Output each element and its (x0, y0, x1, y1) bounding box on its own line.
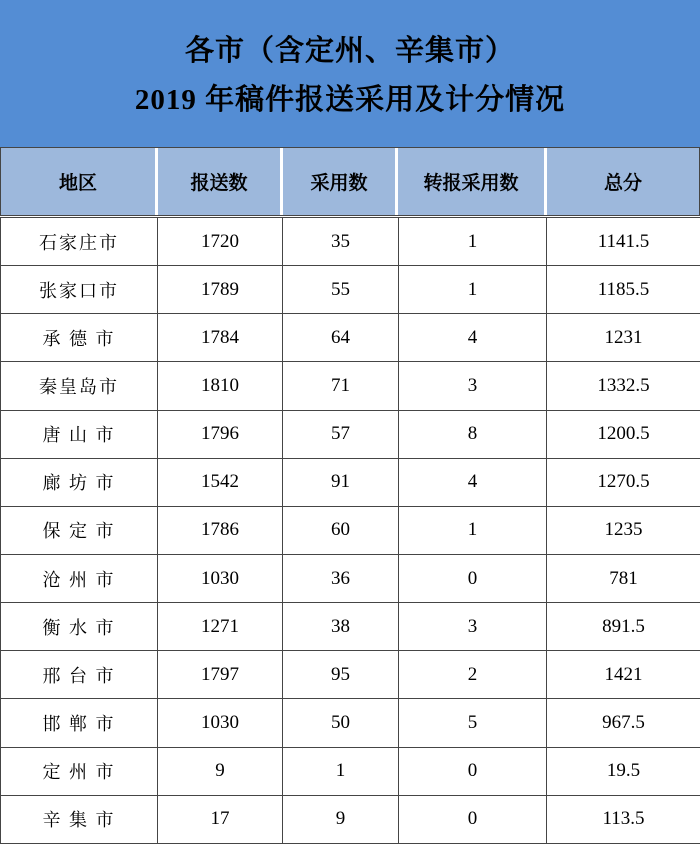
cell-total-score: 1200.5 (547, 410, 700, 458)
table-row (1, 266, 700, 314)
table-row (1, 554, 700, 602)
table-row (1, 747, 700, 795)
table-row (1, 410, 700, 458)
cell-total-score: 1332.5 (547, 362, 700, 410)
cell-adopted: 91 (283, 458, 399, 506)
cell-region: 承 德 市 (1, 314, 158, 362)
cell-forwarded: 5 (399, 699, 547, 747)
header-cell-submitted: 报送数 (158, 148, 280, 215)
cell-total-score: 1421 (547, 651, 700, 699)
cell-adopted: 64 (283, 314, 399, 362)
cell-region: 衡 水 市 (1, 603, 158, 651)
cell-forwarded: 8 (399, 410, 547, 458)
cell-forwarded: 0 (399, 747, 547, 795)
table-row (1, 506, 700, 554)
cell-region: 邯 郸 市 (1, 699, 158, 747)
table-row (1, 218, 700, 266)
header-cell-forwarded: 转报采用数 (398, 148, 544, 215)
cell-total-score: 1270.5 (547, 458, 700, 506)
table-header-row (0, 147, 700, 216)
cell-adopted: 57 (283, 410, 399, 458)
table-row (1, 699, 700, 747)
cell-total-score: 1185.5 (547, 266, 700, 314)
cell-region: 唐 山 市 (1, 410, 158, 458)
cell-region: 定 州 市 (1, 747, 158, 795)
header-cell-adopted: 采用数 (283, 148, 395, 215)
cell-region: 保 定 市 (1, 506, 158, 554)
table-row (1, 314, 700, 362)
cell-region: 沧 州 市 (1, 554, 158, 602)
cell-forwarded: 1 (399, 218, 547, 266)
cell-forwarded: 3 (399, 603, 547, 651)
cell-region: 辛 集 市 (1, 795, 158, 843)
cell-forwarded: 3 (399, 362, 547, 410)
cell-adopted: 9 (283, 795, 399, 843)
table-row (1, 458, 700, 506)
cell-total-score: 113.5 (547, 795, 700, 843)
cell-region: 张家口市 (1, 266, 158, 314)
cell-forwarded: 1 (399, 506, 547, 554)
cell-submitted: 1789 (158, 266, 283, 314)
table-row (1, 795, 700, 843)
cell-submitted: 1271 (158, 603, 283, 651)
cell-forwarded: 1 (399, 266, 547, 314)
cell-total-score: 891.5 (547, 603, 700, 651)
cell-submitted: 1797 (158, 651, 283, 699)
data-table (0, 217, 700, 844)
cell-adopted: 71 (283, 362, 399, 410)
cell-region: 石家庄市 (1, 218, 158, 266)
table-row (1, 362, 700, 410)
cell-forwarded: 4 (399, 458, 547, 506)
cell-total-score: 1141.5 (547, 218, 700, 266)
cell-adopted: 55 (283, 266, 399, 314)
cell-submitted: 1542 (158, 458, 283, 506)
table-row (1, 651, 700, 699)
cell-submitted: 1720 (158, 218, 283, 266)
report-title-band (0, 0, 700, 147)
cell-adopted: 36 (283, 554, 399, 602)
cell-region: 秦皇岛市 (1, 362, 158, 410)
cell-region: 廊 坊 市 (1, 458, 158, 506)
cell-total-score: 19.5 (547, 747, 700, 795)
table-row (1, 603, 700, 651)
cell-adopted: 50 (283, 699, 399, 747)
cell-submitted: 1784 (158, 314, 283, 362)
cell-adopted: 35 (283, 218, 399, 266)
cell-forwarded: 0 (399, 795, 547, 843)
cell-adopted: 60 (283, 506, 399, 554)
cell-submitted: 1030 (158, 554, 283, 602)
cell-submitted: 1030 (158, 699, 283, 747)
cell-forwarded: 2 (399, 651, 547, 699)
title-line-2: 2019 年稿件报送采用及计分情况 (134, 83, 566, 116)
cell-submitted: 1796 (158, 410, 283, 458)
cell-submitted: 9 (158, 747, 283, 795)
header-cell-total-score: 总分 (547, 148, 699, 215)
cell-region: 邢 台 市 (1, 651, 158, 699)
cell-total-score: 967.5 (547, 699, 700, 747)
cell-submitted: 1786 (158, 506, 283, 554)
cell-adopted: 1 (283, 747, 399, 795)
cell-submitted: 1810 (158, 362, 283, 410)
cell-total-score: 1231 (547, 314, 700, 362)
cell-adopted: 95 (283, 651, 399, 699)
header-cell-region: 地区 (1, 148, 155, 215)
cell-total-score: 781 (547, 554, 700, 602)
cell-forwarded: 0 (399, 554, 547, 602)
cell-forwarded: 4 (399, 314, 547, 362)
cell-total-score: 1235 (547, 506, 700, 554)
title-line-1: 各市（含定州、辛集市） (184, 34, 515, 67)
cell-submitted: 17 (158, 795, 283, 843)
cell-adopted: 38 (283, 603, 399, 651)
